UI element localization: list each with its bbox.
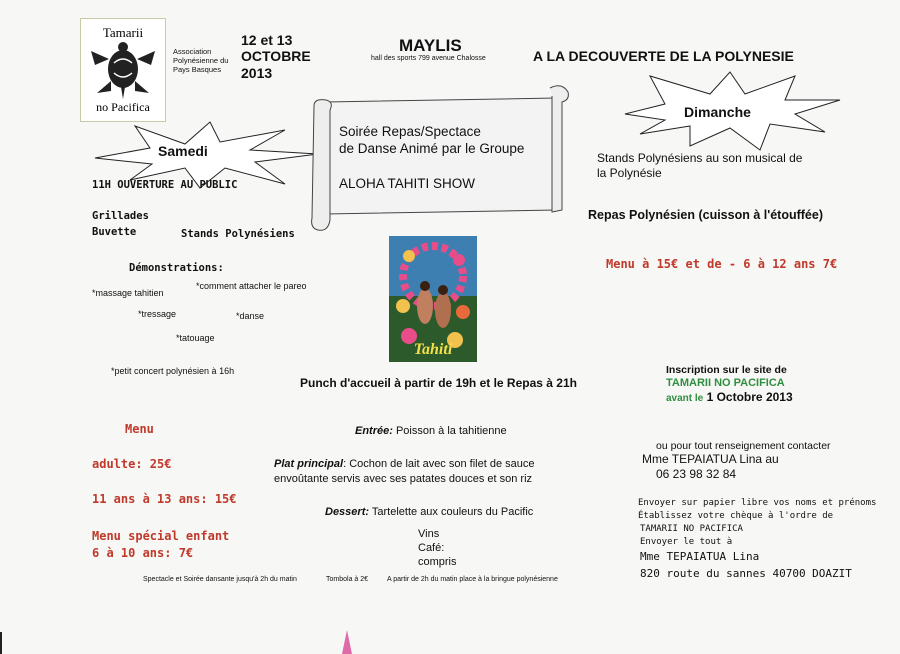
inscription-before-date: 1 Octobre 2013	[706, 390, 793, 404]
menu-dessert	[325, 506, 533, 518]
date-line3: 2013	[241, 65, 273, 81]
price-enfants: 11 ans à 13 ans: 15€	[92, 492, 237, 506]
footer-spectacle: Spectacle et Soirée dansante jusqu'à 2h du matin	[143, 576, 297, 583]
association-name: Association Polynésienne du Pays Basques	[173, 47, 229, 74]
grillades: Grillades	[92, 210, 149, 222]
scroll-line3: ALOHA TAHITI SHOW	[339, 176, 476, 191]
dimanche-menu-price: Menu à 15€ et de - 6 à 12 ans 7€	[606, 257, 838, 271]
price-adulte: adulte: 25€	[92, 457, 172, 471]
inscription-deadline	[666, 390, 793, 404]
plat-label: Plat principal	[274, 458, 344, 470]
dimanche-label: Dimanche	[684, 104, 751, 120]
inscription-line1: Inscription sur le site de	[666, 364, 787, 376]
date-line2: OCTOBRE	[241, 48, 311, 64]
demo-danse: *danse	[236, 311, 265, 321]
menu-plat-line2: envoûtante servis avec ses patates douces et son riz	[274, 473, 533, 485]
samedi-label: Samedi	[158, 143, 208, 159]
tahiti-poster-image	[389, 236, 477, 362]
scroll-line2: de Danse Animé par le Groupe	[339, 141, 525, 156]
entree-label: Entrée:	[355, 425, 393, 437]
menu-entree	[355, 425, 507, 437]
venue: MAYLIS	[399, 36, 462, 55]
dessert-value: Tartelette aux couleurs du Pacific	[369, 506, 534, 518]
address-name: Mme TEPAIATUA Lina	[640, 550, 760, 563]
demonstrations-title: Démonstrations:	[129, 262, 224, 274]
pink-mark	[340, 630, 354, 654]
inscription-before-label: avant le	[666, 393, 704, 404]
stands-samedi: Stands Polynésiens	[181, 228, 295, 240]
date-line1: 12 et 13	[241, 32, 293, 48]
dimanche-stands-line2: la Polynésie	[597, 166, 662, 180]
repas-polynesien: Repas Polynésien (cuisson à l'étouffée)	[588, 208, 823, 222]
menu-title: Menu	[125, 422, 154, 436]
price-special-line1: Menu spécial enfant	[92, 529, 230, 543]
contact-phone: 06 23 98 32 84	[656, 467, 737, 481]
demo-tressage: *tressage	[138, 309, 177, 319]
headline: A LA DECOUVERTE DE LA POLYNESIE	[533, 48, 794, 64]
menu-cafe: Café:	[418, 542, 445, 554]
scroll-banner	[306, 80, 574, 234]
entree-value: Poisson à la tahitienne	[392, 425, 507, 437]
demo-pareo: *comment attacher le pareo	[196, 281, 307, 291]
buvette: Buvette	[92, 226, 137, 238]
footer-bringue: A partir de 2h du matin place à la bringue polynésienne	[387, 576, 558, 583]
venue-address: hall des sports 799 avenue Chalosse	[371, 55, 486, 62]
plat-value: : Cochon de lait avec son filet de sauce	[343, 458, 535, 470]
association-logo	[80, 18, 166, 122]
footer-tombola: Tombola à 2€	[326, 576, 369, 583]
demo-massage: *massage tahitien	[92, 288, 164, 298]
dessert-label: Dessert:	[325, 506, 370, 518]
dimanche-stands-line1: Stands Polynésiens au son musical de	[597, 151, 803, 165]
address-line: 820 route du sannes 40700 DOAZIT	[640, 567, 852, 580]
scan-edge-mark	[0, 632, 2, 654]
scroll-line1: Soirée Repas/Spectace	[339, 124, 481, 139]
petit-concert: *petit concert polynésien à 16h	[111, 366, 235, 376]
price-special-line2: 6 à 10 ans: 7€	[92, 546, 194, 560]
contact-line1: ou pour tout renseignement contacter	[656, 440, 831, 452]
menu-compris: compris	[418, 556, 457, 568]
send-line3: TAMARII NO PACIFICA	[640, 524, 743, 534]
send-line4: Envoyer le tout à	[640, 537, 733, 547]
inscription-site: TAMARII NO PACIFICA	[666, 377, 785, 389]
opening-hours: 11H OUVERTURE AU PUBLIC	[92, 179, 238, 191]
send-line1: Envoyer sur papier libre vos noms et prénoms	[638, 498, 877, 508]
punch-accueil: Punch d'accueil à partir de 19h et le Repas à 21h	[300, 376, 577, 390]
logo-bottom-text: no Pacifica	[96, 100, 150, 114]
turtle-icon	[91, 42, 155, 99]
demo-tatouage: *tatouage	[176, 333, 215, 343]
contact-name: Mme TEPAIATUA Lina au	[642, 452, 779, 466]
menu-vins: Vins	[418, 528, 440, 540]
logo-top-text: Tamarii	[102, 25, 144, 40]
poster-title: Tahiti	[413, 341, 453, 358]
send-line2: Établissez votre chèque à l'ordre de	[638, 511, 834, 521]
menu-plat-line1	[274, 458, 534, 470]
